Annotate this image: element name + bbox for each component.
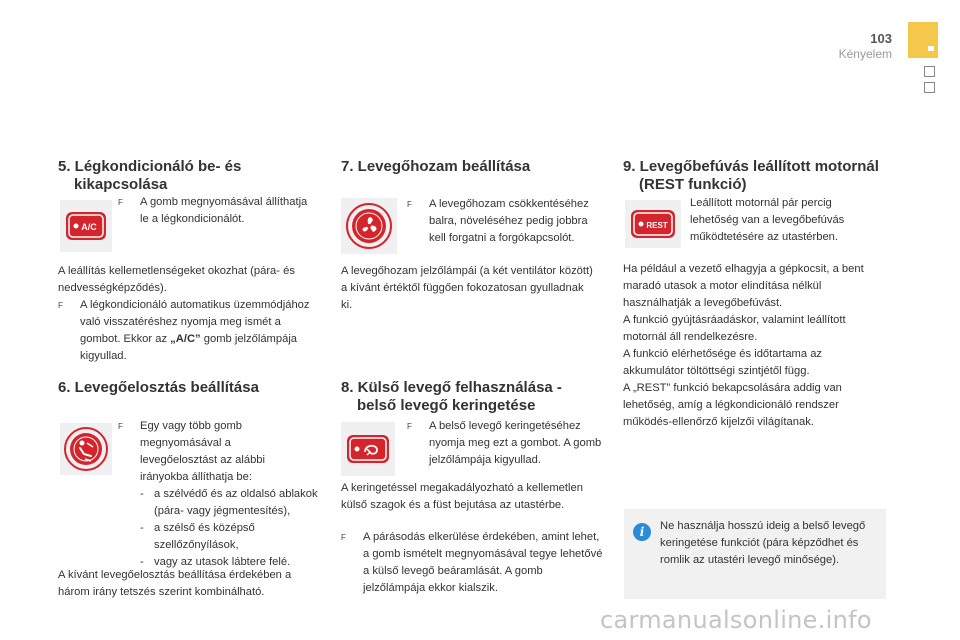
list-item: F A belső levegő keringetéséhez nyomja meg ezt a gombot. A gomb jelzőlámpája kigyullad. xyxy=(407,420,602,466)
section-5-title: 5. Légkondicionáló be- és kikapcsolása xyxy=(58,158,242,193)
section-7-title: 7. Levegőhozam beállítása xyxy=(341,158,531,175)
bullet-marker: F xyxy=(118,422,123,431)
list-item: F Egy vagy több gomb megnyomásával a levegőelosztást az alábbi irányokba állíthatja be: - a szélvédő és az oldalsó ablakok (pára- vagy jégmentesítés), - a szélső és középső szellőzőnyílások, - vagy az utasok lábtere felé. xyxy=(118,418,322,571)
bullet-marker: F xyxy=(341,533,346,542)
sub-list-item: - vagy az utasok lábtere felé. xyxy=(140,556,291,568)
page-number: 103 xyxy=(870,31,892,46)
fan-speed-knob-icon xyxy=(341,198,397,254)
bullet-marker: F xyxy=(58,301,63,310)
section-6-title: 6. Levegőelosztás beállítása xyxy=(58,379,259,396)
paragraph: A funkció elérhetősége és időtartama az akkumulátor töltöttségi szintjétől függ. xyxy=(623,348,823,377)
paragraph: A funkció gyújtásráadáskor, valamint leállított motornál áll rendelkezésre. xyxy=(623,314,846,343)
section-9-title: 9. Levegőbefúvás leállított motornál (REST funkció) xyxy=(623,158,879,193)
chapter-tab-box xyxy=(924,66,935,77)
chapter-title: Kényelem xyxy=(838,47,892,61)
bullet-marker: F xyxy=(407,200,412,209)
ac-icon-label: A/C xyxy=(81,222,97,232)
paragraph: A keringetéssel megakadályozható a kellemetlen külső szagok és a füst bejutása az utastérbe. xyxy=(341,482,583,511)
info-icon: i xyxy=(633,523,651,541)
watermark: carmanualsonline.info xyxy=(600,606,872,634)
bullet-marker: F xyxy=(118,198,123,207)
rest-icon-label: REST xyxy=(646,221,668,230)
ac-button-icon xyxy=(60,200,112,252)
list-item: F A párásodás elkerülése érdekében, amint lehet, a gomb ismételt megnyomásával tegye lehetővé a külső levegő beáramlását. A gomb jelzőlámpája ekkor kialszik. xyxy=(341,531,603,594)
paragraph: A levegőhozam jelzőlámpái (a két ventilátor között) a kívánt értéktől függően fokozatosan gyulladnak ki. xyxy=(341,265,593,311)
list-item: F A gomb megnyomásával állíthatja le a légkondicionálót. xyxy=(118,196,308,225)
section-8-title: 8. Külső levegő felhasználása - belső levegő keringetése xyxy=(341,379,562,414)
chapter-tab-marker xyxy=(908,22,938,58)
air-recirculation-button-icon xyxy=(341,422,395,476)
paragraph: Ha például a vezető elhagyja a gépkocsit, a bent maradó utasok a motor elindítása nélkül használhatják a levegőbefúvást. xyxy=(623,263,864,309)
rest-button-icon xyxy=(625,200,681,248)
paragraph: A „REST” funkció bekapcsolására addig van lehetőség, amíg a légkondicionáló rendszer működés-ellenőrző kijelzői világítanak. xyxy=(623,382,842,428)
chapter-tab-box xyxy=(924,82,935,93)
list-item: F A levegőhozam csökkentéséhez balra, növeléséhez pedig jobbra kell forgatni a forgókapcsolót. xyxy=(407,198,589,244)
list-item: F A légkondicionáló automatikus üzemmódjához való visszatéréshez nyomja meg ismét a gombot. Ekkor az „A/C” gomb jelzőlámpája kigyullad. xyxy=(58,299,310,362)
ac-bold-label: „A/C” xyxy=(170,333,201,345)
info-text: Ne használja hosszú ideig a belső levegő keringetése funkciót (pára képződhet és romlik az utastéri levegő minősége). xyxy=(660,520,866,566)
paragraph: A kívánt levegőelosztás beállítása érdekében a három irány tetszés szerint kombinálható. xyxy=(58,569,292,598)
info-box xyxy=(624,509,886,599)
air-distribution-knob-icon xyxy=(60,423,112,475)
paragraph: A leállítás kellemetlenségeket okozhat (pára- és nedvességképződés). xyxy=(58,265,295,294)
bullet-marker: F xyxy=(407,422,412,431)
paragraph: Leállított motornál pár percig lehetőség van a levegőbefúvás működtetésére az utastérben. xyxy=(690,197,845,243)
sub-list-item: - a szélvédő és az oldalsó ablakok (pára- vagy jégmentesítés), xyxy=(140,488,318,517)
sub-list-item: - a szélső és középső szellőzőnyílások, xyxy=(140,522,255,551)
